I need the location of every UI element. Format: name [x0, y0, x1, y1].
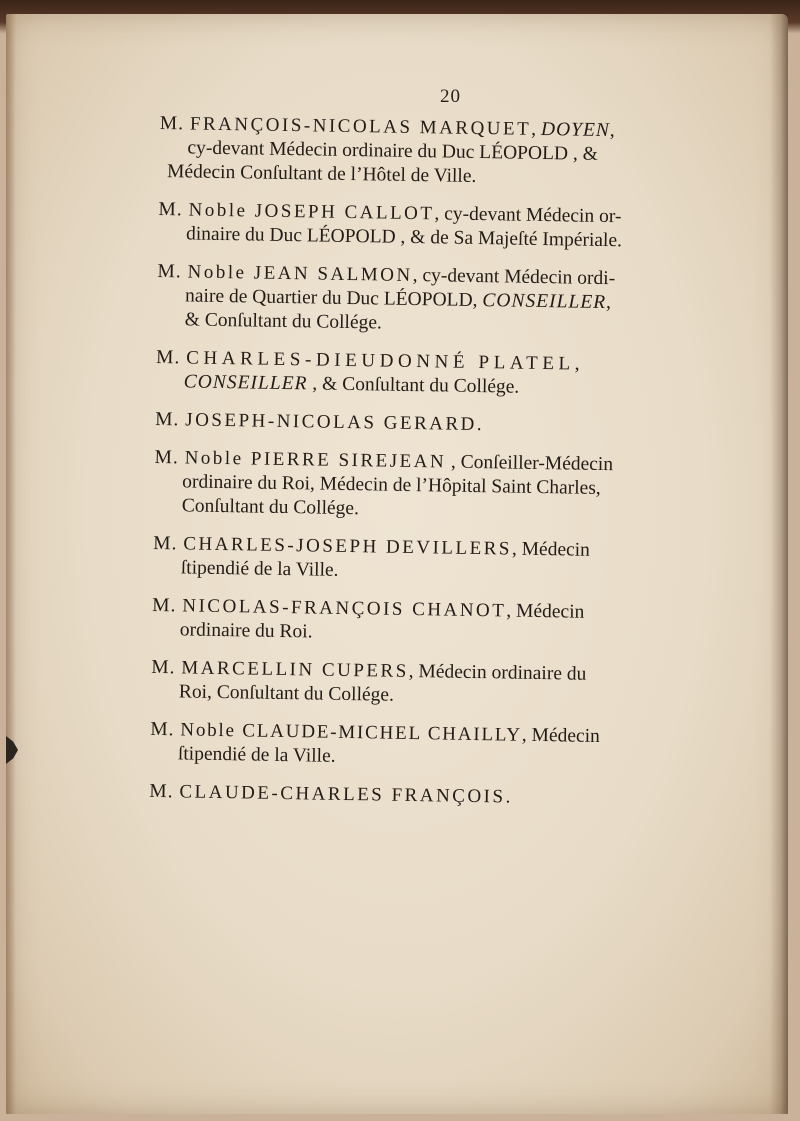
entry-text: , Conſeiller-Médecin	[445, 451, 614, 476]
entry-office: CONSEILLER	[482, 290, 607, 314]
entry-text: cy-devant Médecin ordinaire du Duc LÉOPOLD , &	[187, 137, 599, 165]
list-entry	[154, 446, 735, 527]
entry-text: naire de Quartier du Duc LÉOPOLD,	[184, 285, 483, 312]
entry-title-abbr: M.	[151, 656, 182, 679]
entry-text: , cy-devant Médecin or-	[434, 203, 622, 228]
list-entry	[149, 780, 729, 813]
page-edge-shadow	[770, 14, 788, 1114]
entry-text: , cy-devant Médecin ordi-	[412, 264, 616, 290]
entry-line	[155, 408, 735, 441]
entry-name: CHARLES-DIEUDONNÉ PLATEL	[186, 347, 575, 375]
physician-list	[149, 112, 740, 827]
entry-office: DOYEN	[540, 118, 611, 142]
entry-title-abbr: M.	[155, 408, 186, 431]
entry-text: ordinaire du Roi.	[179, 619, 313, 643]
entry-text: Médecin Conſultant de l’Hôtel de Ville.	[166, 161, 477, 187]
list-entry	[157, 260, 738, 341]
entry-title-abbr: M.	[155, 346, 187, 369]
entry-name: MARCELLIN CUPERS	[181, 657, 409, 682]
entry-title-abbr: M.	[158, 198, 189, 221]
entry-text: & Conſultant du Collége.	[184, 309, 383, 334]
entry-name: Noble JEAN SALMON	[187, 261, 413, 286]
list-entry	[153, 532, 734, 589]
entry-title-abbr: M.	[150, 718, 181, 741]
page-number: 20	[440, 86, 461, 107]
entry-name: CLAUDE-CHARLES FRANÇOIS.	[179, 781, 513, 808]
entry-title-abbr: M.	[154, 446, 185, 469]
list-entry	[155, 408, 735, 441]
entry-text: Conſultant du Collége.	[181, 495, 360, 520]
list-entry	[156, 346, 737, 403]
list-entry	[151, 656, 732, 713]
entry-text: ,	[609, 120, 615, 142]
list-entry	[159, 112, 740, 193]
entry-office: CONSEILLER	[183, 371, 308, 395]
entry-name: Noble CLAUDE-MICHEL CHAILLY	[180, 719, 523, 746]
entry-text: , Médecin	[506, 600, 585, 623]
entry-name: FRANÇOIS-NICOLAS MARQUET	[189, 113, 532, 140]
entry-text: dinaire du Duc LÉOPOLD , & de Sa Majeſté Impériale.	[185, 223, 623, 252]
entry-text: , Médecin	[511, 538, 591, 561]
entry-text: ſtipendié de la Ville.	[180, 557, 339, 581]
entry-name: Noble JOSEPH CALLOT	[188, 199, 435, 225]
entry-line	[149, 780, 729, 813]
entry-text: ,	[605, 292, 612, 314]
list-entry	[152, 594, 733, 651]
entry-text: ordinaire du Roi, Médecin de l’Hôpital Saint Charles,	[182, 471, 601, 499]
entry-text: ſtipendié de la Ville.	[177, 743, 336, 767]
entry-text: , Médecin ordinaire du	[408, 660, 587, 685]
entry-title-abbr: M.	[157, 260, 188, 283]
entry-text: Roi, Conſultant du Collége.	[178, 681, 395, 706]
entry-title-abbr: M.	[152, 594, 183, 617]
entry-name: JOSEPH-NICOLAS GERARD.	[185, 409, 485, 436]
entry-text: ,	[531, 118, 542, 140]
list-entry	[150, 718, 731, 775]
list-entry	[158, 198, 739, 255]
page-gutter-shadow	[6, 14, 16, 1114]
entry-text: ,	[574, 353, 580, 375]
entry-title-abbr: M.	[149, 780, 180, 803]
entry-name: CHARLES-JOSEPH DEVILLERS	[183, 533, 513, 560]
entry-text: , & Conſultant du Collége.	[307, 373, 520, 398]
entry-title-abbr: M.	[153, 532, 184, 555]
entry-name: NICOLAS-FRANÇOIS CHANOT	[182, 595, 507, 622]
entry-text: , Médecin	[521, 724, 601, 747]
entry-title-abbr: M.	[159, 112, 191, 135]
entry-name: Noble PIERRE SIREJEAN	[184, 447, 447, 473]
